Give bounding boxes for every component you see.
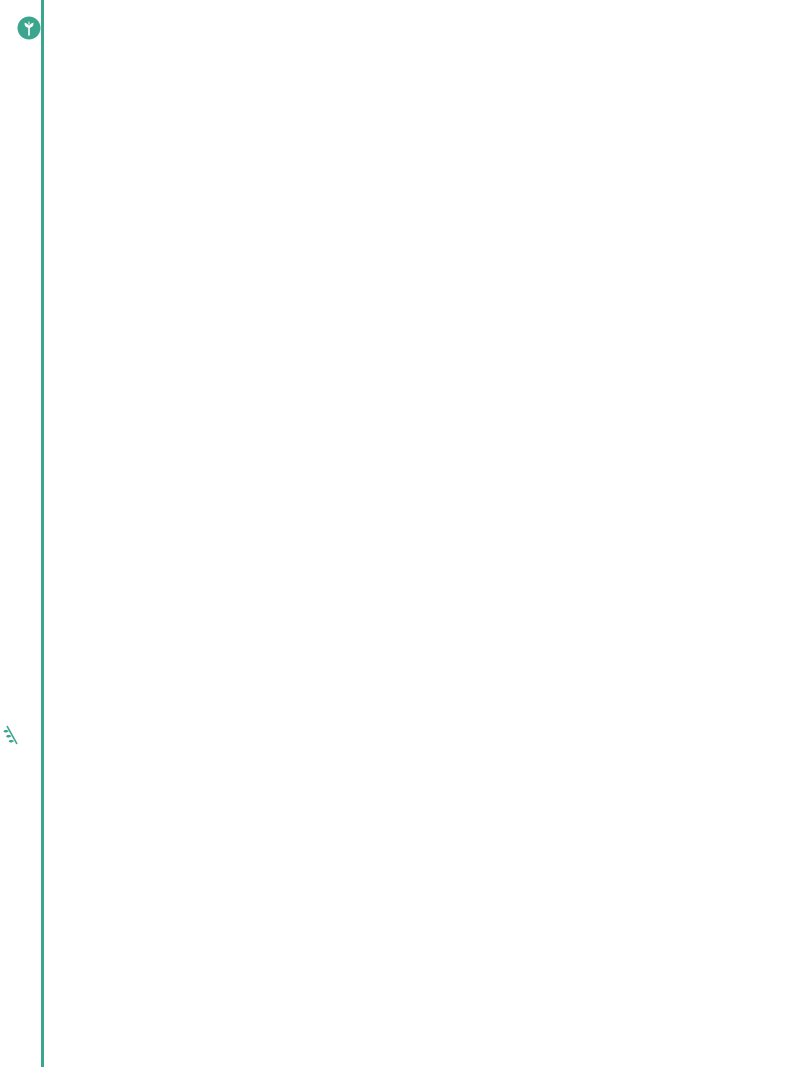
- sidebar-vertical-rule: [41, 0, 44, 1067]
- wheat-sprig-icon: [1, 720, 19, 746]
- nutrition-society-logo: [9, 686, 39, 744]
- society-sprout-icon: [17, 16, 41, 40]
- reference-item: [57, 118, 745, 130]
- references-list: [57, 83, 745, 129]
- article-content: [57, 0, 745, 129]
- reference-item: [57, 106, 745, 118]
- reference-item: [57, 95, 745, 107]
- reference-item: [57, 83, 745, 95]
